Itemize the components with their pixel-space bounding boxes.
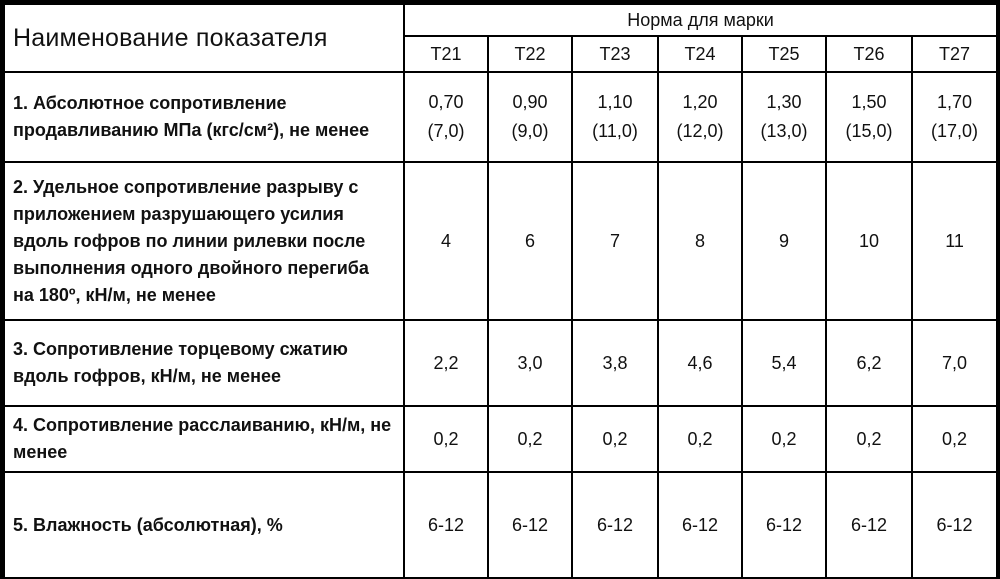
grade-header-t27: Т27 — [912, 36, 997, 72]
cell-value-alt: (13,0) — [760, 121, 808, 141]
table-cell: 0,2 — [404, 406, 488, 472]
table-cell — [912, 72, 997, 162]
table-cell: 5,4 — [742, 320, 826, 406]
table-cell: 11 — [912, 162, 997, 320]
table-cell: 0,2 — [658, 406, 742, 472]
table-cell: 3,0 — [488, 320, 572, 406]
table-cell: 0,2 — [742, 406, 826, 472]
table-cell — [658, 72, 742, 162]
table-cell: 6-12 — [488, 472, 572, 578]
table-cell: 6-12 — [658, 472, 742, 578]
table-cell — [488, 72, 572, 162]
table-cell: 6-12 — [572, 472, 658, 578]
cell-value: 0,70 — [428, 92, 464, 112]
row-label-delamination: 4. Сопротивление расслаиванию, кН/м, не менее — [4, 406, 404, 472]
cell-value-alt: (9,0) — [511, 121, 549, 141]
grade-header-t21: Т21 — [404, 36, 488, 72]
row-label-edge-crush: 3. Сопротивление торцевому сжатию вдоль гофров, кН/м, не менее — [4, 320, 404, 406]
grade-norms-table — [3, 3, 998, 579]
table-row — [4, 320, 997, 406]
table-cell: 6-12 — [742, 472, 826, 578]
grade-header-t26: Т26 — [826, 36, 912, 72]
table-cell — [572, 72, 658, 162]
table-cell — [404, 72, 488, 162]
cell-value-alt: (11,0) — [592, 121, 638, 141]
cell-value: 0,90 — [512, 92, 548, 112]
indicator-name-header: Наименование показателя — [4, 4, 404, 72]
grade-header-t25: Т25 — [742, 36, 826, 72]
header-row-top — [4, 4, 997, 36]
cell-value-alt: (12,0) — [676, 121, 724, 141]
table-cell: 6,2 — [826, 320, 912, 406]
table-cell: 4,6 — [658, 320, 742, 406]
table-row — [4, 472, 997, 578]
cell-value-alt: (15,0) — [845, 121, 893, 141]
cell-value: 1,70 — [937, 92, 973, 112]
table-cell: 6 — [488, 162, 572, 320]
table-cell: 0,2 — [488, 406, 572, 472]
grade-header-t22: Т22 — [488, 36, 572, 72]
table-row — [4, 162, 997, 320]
table-cell: 2,2 — [404, 320, 488, 406]
table-cell: 6-12 — [826, 472, 912, 578]
grade-norm-header: Норма для марки — [404, 4, 997, 36]
table-cell: 7 — [572, 162, 658, 320]
table-cell: 8 — [658, 162, 742, 320]
table-cell: 9 — [742, 162, 826, 320]
row-label-burst-resistance: 1. Абсолютное сопротивление продавливанию МПа (кгс/см²), не менее — [4, 72, 404, 162]
table-cell: 0,2 — [912, 406, 997, 472]
table-cell — [742, 72, 826, 162]
table-cell: 6-12 — [404, 472, 488, 578]
row-label-tear-resistance: 2. Удельное сопротивление разрыву с приложением разрушающего усилия вдоль гофров по линии рилевки после выполнения одного двойного перегиба на 180º, кН/м, не менее — [4, 162, 404, 320]
cell-value-alt: (7,0) — [427, 121, 465, 141]
grade-header-t23: Т23 — [572, 36, 658, 72]
table-cell: 7,0 — [912, 320, 997, 406]
cell-value: 1,30 — [766, 92, 802, 112]
table-cell: 4 — [404, 162, 488, 320]
table-cell: 10 — [826, 162, 912, 320]
table-cell: 0,2 — [826, 406, 912, 472]
table-cell: 3,8 — [572, 320, 658, 406]
cell-value: 1,20 — [682, 92, 718, 112]
table-cell: 0,2 — [572, 406, 658, 472]
cell-value-alt: (17,0) — [931, 121, 979, 141]
table-row — [4, 406, 997, 472]
table-cell: 6-12 — [912, 472, 997, 578]
table-row — [4, 72, 997, 162]
row-label-moisture: 5. Влажность (абсолютная), % — [4, 472, 404, 578]
table-cell — [826, 72, 912, 162]
cell-value: 1,50 — [851, 92, 887, 112]
grade-header-t24: Т24 — [658, 36, 742, 72]
cell-value: 1,10 — [597, 92, 633, 112]
